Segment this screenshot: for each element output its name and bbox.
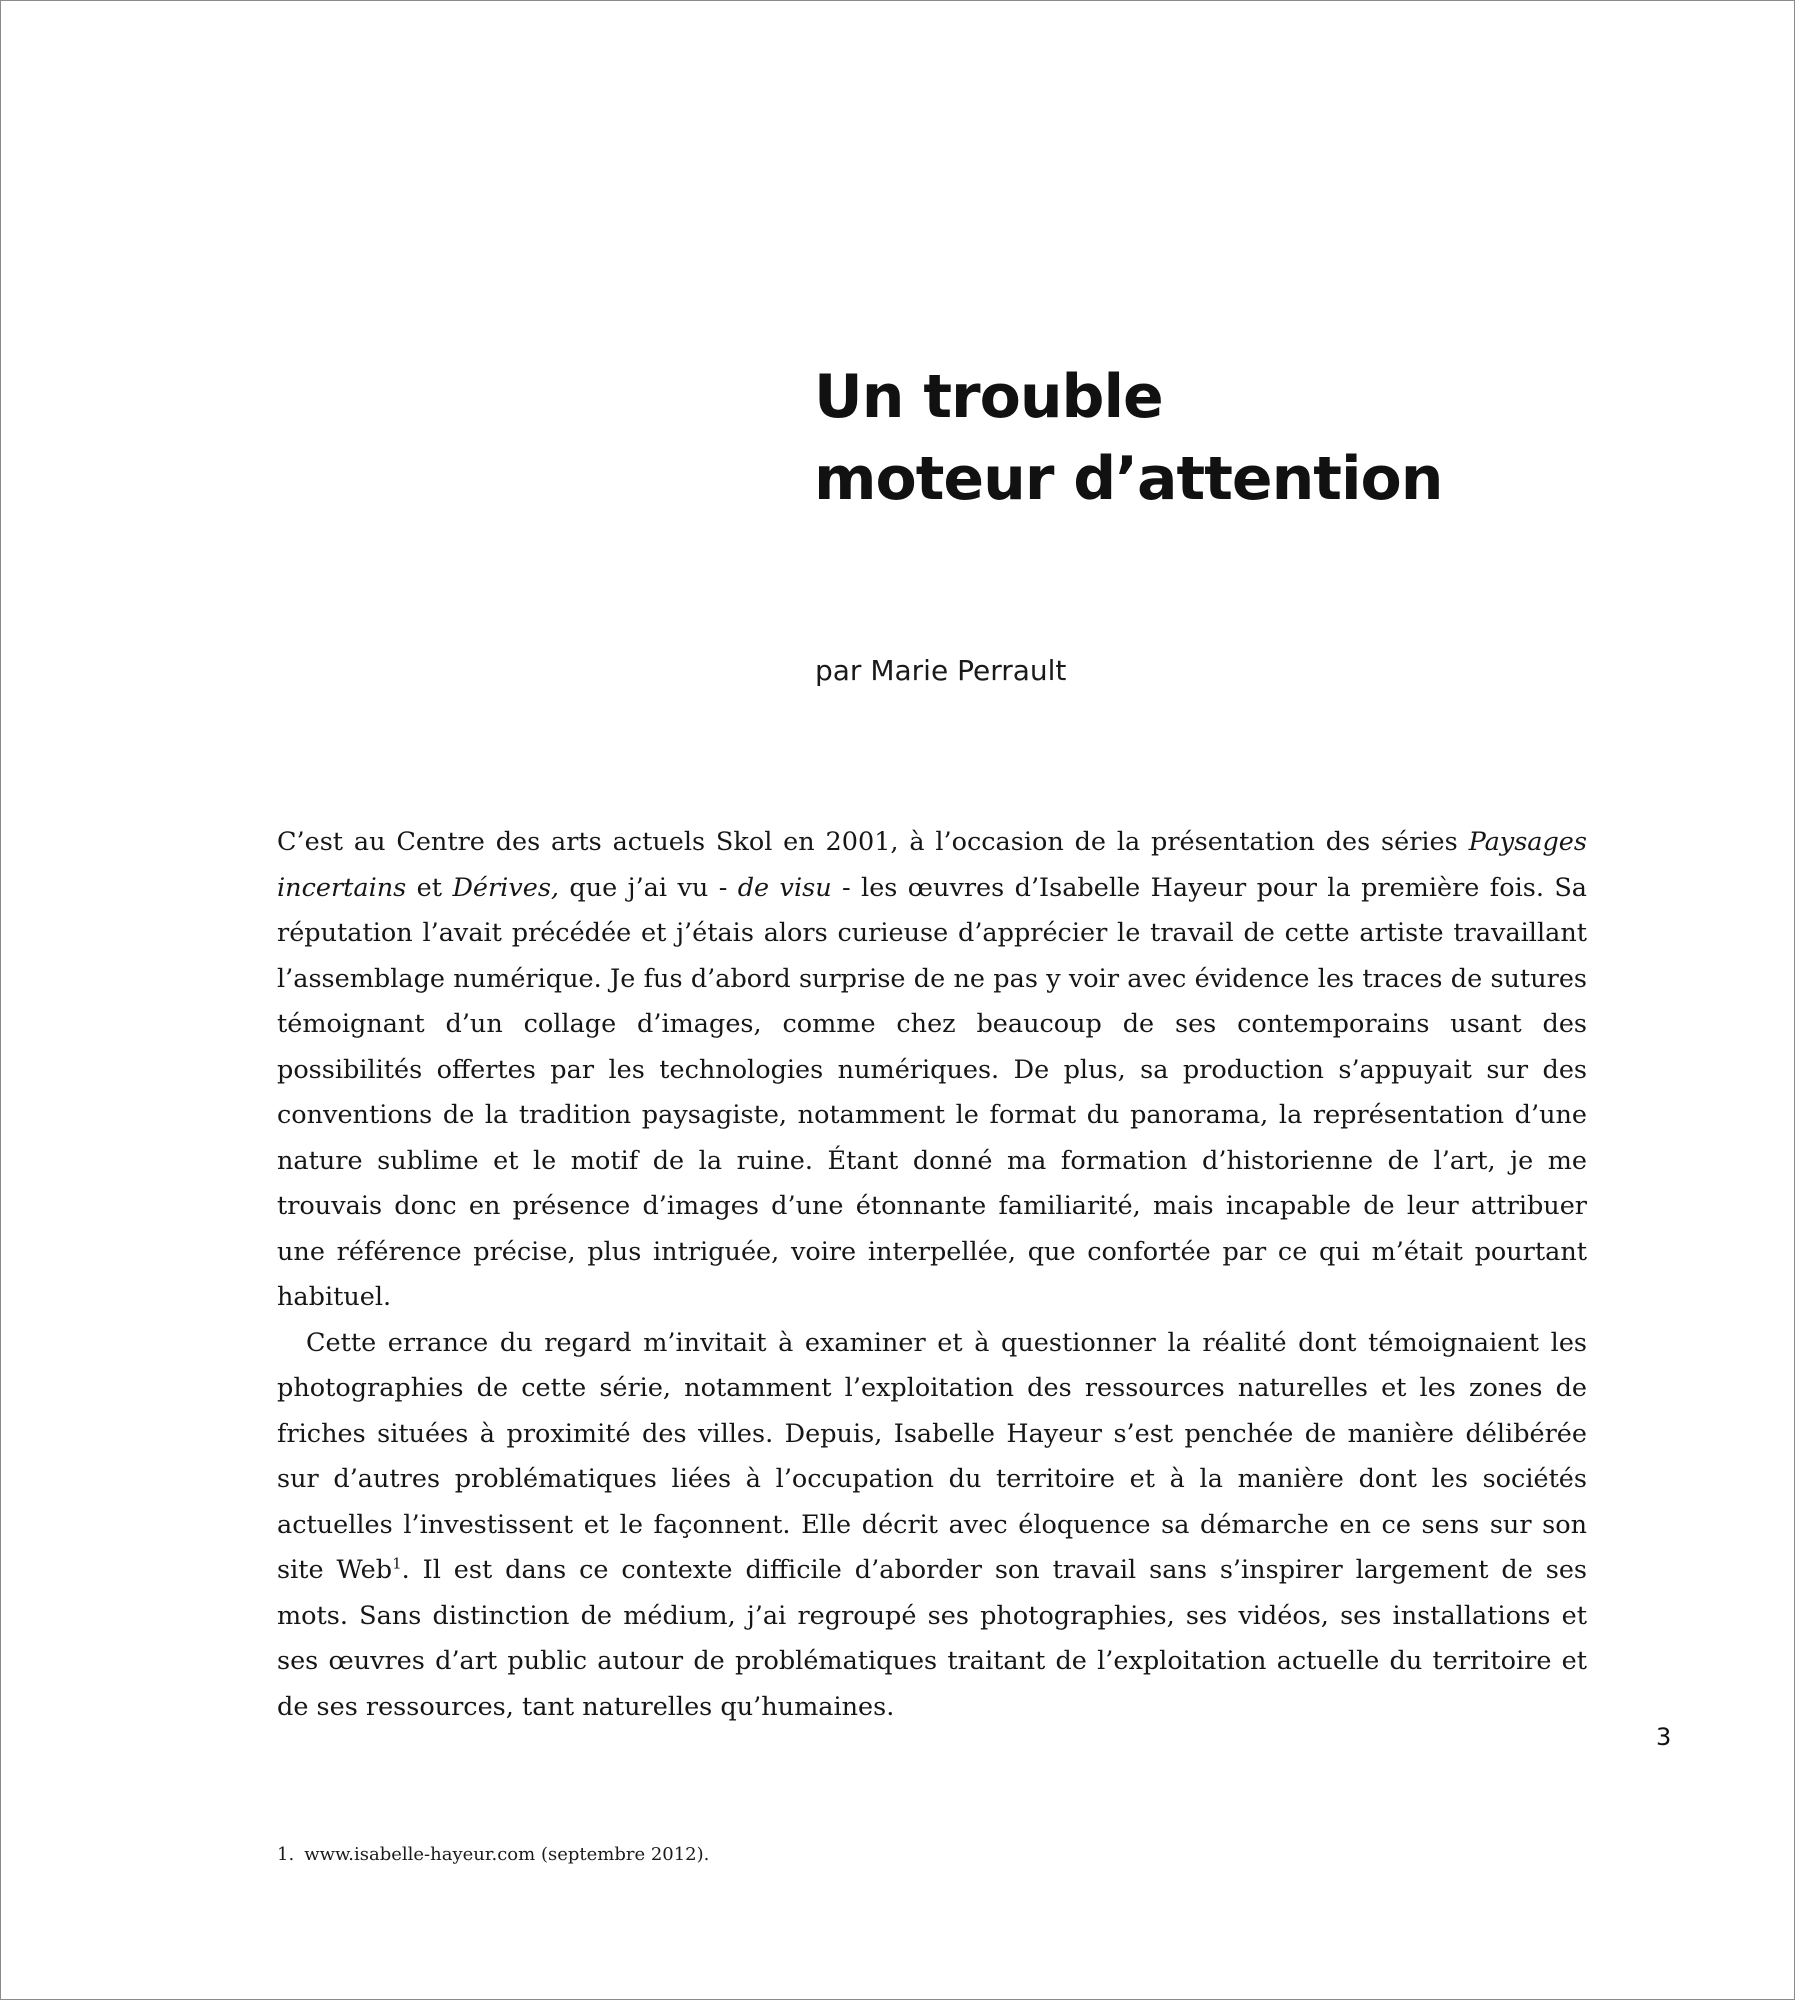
p1-text-1: C’est au Centre des arts actuels Skol en 2001, à l’occasion de la présentation des séries	[277, 827, 1469, 857]
article-body	[277, 820, 1587, 1730]
footnote-number: 1.	[277, 1844, 295, 1865]
title-line-1: Un trouble	[814, 362, 1163, 432]
author-byline: par Marie Perrault	[815, 654, 1067, 687]
footnote	[277, 1843, 709, 1867]
page-number: 3	[1656, 1723, 1672, 1751]
p1-text-3: que j’ai vu -	[559, 872, 738, 903]
p1-text-2: et	[406, 872, 453, 903]
p1-italic-series-1: Paysages incertains	[277, 827, 1587, 903]
p1-italic-de-visu: de visu	[737, 872, 832, 903]
p1-text-4: - les œuvres d’Isabelle Hayeur pour la première fois. Sa réputation l’avait précédée et j’étais alors curieuse d’apprécier le travail de cette artiste travaillant l’assemblage numérique. Je fus d’abord surprise de ne pas y voir avec évidence les traces de sutures témoignant d’un collage d’images, comme chez beaucoup de ses contemporains usant des possibilités offertes par les technologies numériques. De plus, sa production s’appuyait sur des conventions de la tradition paysagiste, notamment le format du panorama, la représentation d’une nature sublime et le motif de la ruine. Étant donné ma formation d’historienne de l’art, je me trouvais donc en présence d’images d’une étonnante familiarité, mais incapable de leur attribuer une référence précise, plus intriguée, voire interpellée, que confortée par ce qui m’était pourtant habituel.	[277, 872, 1588, 1312]
paragraph-1	[277, 820, 1587, 1321]
p1-italic-series-2: Dérives,	[452, 872, 560, 903]
p2-text-1: Cette errance du regard m’invitait à examiner et à questionner la réalité dont témoignaient les photographies de cette série, notamment l’exploitation des ressources naturelles et les zones de friches situées à proximité des villes. Depuis, Isabelle Hayeur s’est penchée de manière délibérée sur d’autres problématiques liées à l’occupation du territoire et à la manière dont les sociétés actuelles l’investissent et le façonnent. Elle décrit avec éloquence sa démarche en ce sens sur son site Web	[277, 1327, 1587, 1585]
article-title	[814, 356, 1714, 520]
footnote-text: www.isabelle-hayeur.com (septembre 2012).	[304, 1844, 710, 1865]
paragraph-2	[277, 1321, 1587, 1731]
title-line-2: moteur d’attention	[814, 444, 1443, 514]
footnote-reference: 1	[392, 1554, 402, 1573]
p2-text-2: . Il est dans ce contexte difficile d’aborder son travail sans s’inspirer largement de ses mots. Sans distinction de médium, j’ai regroupé ses photographies, ses vidéos, ses installations et ses œuvres d’art public autour de problématiques traitant de l’exploitation actuelle du territoire et de ses ressources, tant naturelles qu’humaines.	[277, 1555, 1588, 1722]
